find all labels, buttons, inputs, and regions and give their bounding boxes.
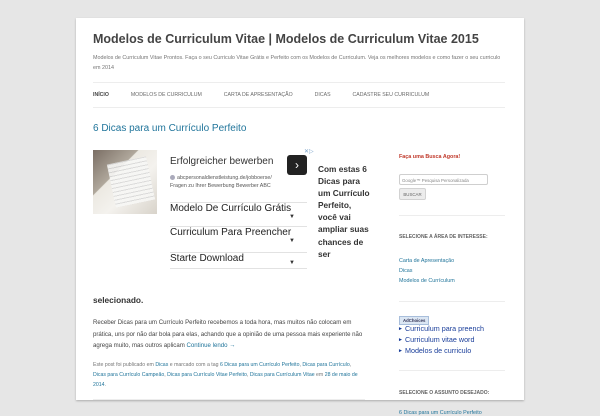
site-description: Modelos de Curriculum Vitae Prontos. Faça o seu Curriculo Vitae Grátis e Perfeito com os Modelos de Curriculum. Veja os melhores modelos e como fazer o seu curriculo em 2014	[93, 55, 501, 71]
chevron-right-icon[interactable]: ›	[287, 155, 307, 175]
area-heading: SELECIONE A ÁREA DE INTERESSE:	[399, 234, 488, 240]
post-excerpt-text: Receber Dicas para um Currículo Perfeito recebemos a toda hora, mas muitos não colocam em prática, uns por não dar bola para elas, achando que a opinião de uma pessoa mais experiente não agrega muito, mas outros aplicam	[93, 319, 363, 349]
ad-close-icon[interactable]: ✕▷	[304, 149, 314, 155]
caret-down-icon: ▼	[289, 213, 295, 220]
sidebar-ad-link-label: Curriculum para preench	[404, 324, 485, 333]
post-excerpt	[93, 317, 365, 352]
sidebar-link-modelos[interactable]: Modelos de Currículum	[399, 278, 455, 285]
ad-link-download[interactable]	[170, 252, 307, 269]
meta-on-text: em	[316, 371, 324, 378]
meta-category-link[interactable]: Dicas	[155, 362, 169, 368]
sidebar-post-link[interactable]: 6 Dicas para um Currículo Perfeito	[399, 410, 482, 416]
meta-tagged-text: e marcado com a tag	[169, 362, 219, 368]
nav-item-cadastre[interactable]: CADASTRE SEU CURRICULUM	[352, 92, 430, 98]
sidebar-ad-link[interactable]	[398, 346, 484, 357]
meta-separator: ,	[299, 362, 301, 368]
post-meta	[93, 361, 365, 390]
area-links-list	[399, 256, 455, 287]
search-heading: Faça uma Busca Agora!	[399, 154, 461, 160]
search-button[interactable]: BUSCAR	[399, 188, 426, 200]
page-container	[76, 18, 524, 416]
ad-link-label: Starte Download	[170, 253, 244, 264]
nav-item-dicas[interactable]: DICAS	[314, 92, 331, 98]
meta-tag-link[interactable]: Dicas para Currículum Vitae	[249, 371, 315, 378]
meta-tag-link[interactable]: Dicas para Currículo	[302, 362, 350, 368]
ad-url[interactable]	[170, 175, 272, 181]
caret-down-icon: ▼	[289, 237, 295, 244]
post-intro-text: Com estas 6 Dicas para um Currículo Perfeito, você vai ampliar suas chances de ser	[318, 164, 370, 259]
globe-icon	[170, 175, 175, 180]
sidebar-divider	[399, 301, 505, 302]
main-navigation	[93, 82, 505, 108]
ad-headline[interactable]: Erfolgreicher bewerben	[170, 156, 274, 167]
sidebar-ad-links	[398, 324, 484, 356]
post-divider	[93, 399, 365, 400]
sidebar-ad-link-label: Curriculum vitae word	[404, 334, 475, 344]
sidebar-ad-link[interactable]	[398, 335, 484, 346]
meta-tag-link[interactable]: Dicas para Currículo Vitae Perfeito	[167, 371, 247, 378]
nav-item-carta[interactable]: CARTA DE APRESENTAÇÃO	[223, 92, 293, 98]
sidebar-divider	[399, 215, 505, 216]
sidebar-ad-link-label: Modelos de curriculo	[404, 345, 472, 355]
sidebar-divider	[399, 370, 505, 371]
sidebar-link-carta[interactable]: Carta de Apresentação	[399, 258, 455, 264]
adchoices-badge[interactable]: AdChoices	[399, 316, 429, 325]
ad-link-curriculum[interactable]	[170, 226, 307, 250]
ad-thumbnail-image[interactable]	[93, 150, 157, 214]
search-input[interactable]: Google™ Pesquisa Personalizada	[399, 174, 488, 185]
meta-prefix: Este post foi publicado em	[93, 362, 154, 368]
ad-link-label: Modelo De Currículo Grátis	[170, 203, 292, 214]
caret-down-icon: ▼	[289, 259, 295, 266]
ad-subline: Fragen zu Ihrer Bewerbung Bewerber ABC	[170, 183, 271, 189]
ad-url-text[interactable]: abcpersonaldienstleistung.de/jobboerse/	[177, 175, 272, 181]
meta-separator: ,	[246, 371, 249, 378]
nav-item-inicio[interactable]: INÍCIO	[93, 92, 109, 98]
ad-link-label: Curriculum Para Preencher	[170, 227, 292, 238]
meta-tag-link[interactable]: Dicas para Currículo Campeão	[93, 371, 165, 378]
meta-date-link[interactable]: 28 de maio de 2014	[93, 371, 358, 388]
meta-end: .	[104, 381, 106, 388]
site-title[interactable]: Modelos de Curriculum Vitae | Modelos de Curriculum Vitae 2015	[93, 32, 479, 46]
ad-link-modelo[interactable]	[170, 202, 307, 226]
post-title[interactable]: 6 Dicas para um Currículo Perfeito	[93, 123, 247, 134]
play-icon: ►	[398, 326, 403, 332]
meta-separator: ,	[349, 362, 352, 368]
ad-block	[93, 150, 313, 288]
meta-tag-link[interactable]: 6 Dicas para um Currículo Perfeito	[219, 362, 300, 368]
sidebar-link-dicas[interactable]: Dicas	[399, 268, 413, 275]
nav-item-modelos[interactable]: MODELOS DE CURRICULUM	[130, 92, 202, 98]
play-icon: ►	[398, 347, 403, 354]
subject-heading: SELECIONE O ASSUNTO DESEJADO:	[399, 390, 490, 396]
post-intro-end: selecionado.	[93, 295, 144, 305]
continue-reading-link[interactable]: Continue lendo →	[186, 342, 236, 349]
play-icon: ►	[398, 336, 403, 343]
meta-separator: ,	[164, 371, 166, 378]
sidebar-ad-link[interactable]	[398, 324, 484, 335]
